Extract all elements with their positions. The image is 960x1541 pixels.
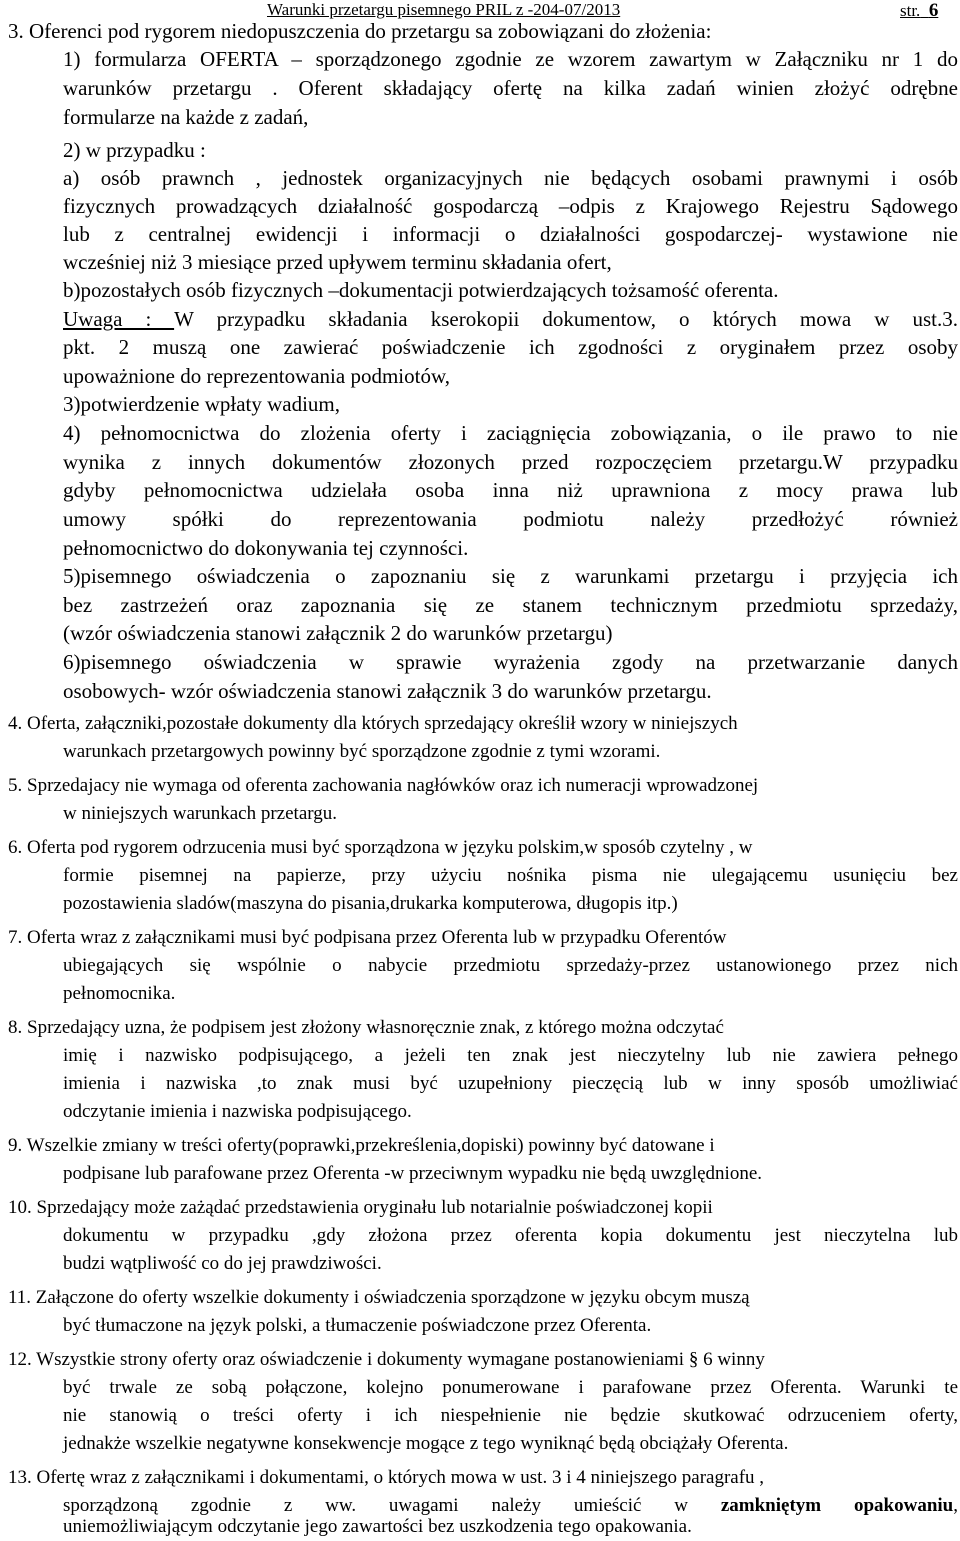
text-line: 5. Sprzedajacy nie wymaga od oferenta zachowania nagłówków oraz ich numeracji wprowadzonej xyxy=(8,775,759,796)
closing-suffix: , xyxy=(953,1495,958,1516)
text-line: 4) pełnomocnictwa do zlożenia oferty i zaciągnięcia zobowiązania, o ile prawo to nie xyxy=(63,421,958,445)
text-line: ubiegających się wspólnie o nabycie przedmiotu sprzedaży-przez ustanowionego przez nich xyxy=(63,955,958,976)
text-line: 4. Oferta, załączniki,pozostałe dokumenty dla których sprzedający określił wzory w niniejszych xyxy=(8,713,738,734)
text-line: umowy spółki do reprezentowania podmiotu należy przedłożyć również xyxy=(63,507,958,531)
text-line: pozostawienia sladów(maszyna do pisania,drukarka komputerowa, długopis itp.) xyxy=(63,893,678,914)
text-line: jednakże wszelkie negatywne konsekwencje mogące z tego wyniknąć będą obciążały Oferenta. xyxy=(63,1433,789,1454)
text-line: gdyby pełnomocnictwa udzielała osoba inna niż uprawniona z mocy prawa lub xyxy=(63,478,958,502)
header-title: Warunki przetargu pisemnego PRIL z -204-07/2013 xyxy=(267,0,621,19)
text-line: być trwale ze sobą połączone, kolejno ponumerowane i parafowane przez Oferenta. Warunki te xyxy=(63,1377,958,1398)
text-line: pełnomocnika. xyxy=(63,983,176,1004)
text-line: 11. Załączone do oferty wszelkie dokumenty i oświadczenia sporządzone w języku obcym muszą xyxy=(8,1287,750,1308)
text-line: 8. Sprzedający uzna, że podpisem jest złożony własnoręcznie znak, z którego można odczytać xyxy=(8,1017,724,1038)
text-line: formie pisemnej na papierze, przy użyciu nośnika pisma nie ulegającemu usunięciu bez xyxy=(63,865,958,886)
text-line: 1) formularza OFERTA – sporządzonego zgodnie ze wzorem zawartym w Załączniku nr 1 do xyxy=(63,47,958,71)
text-line: 13. Ofertę wraz z załącznikami i dokumentami, o których mowa w ust. 3 i 4 niniejszego paragrafu , xyxy=(8,1467,765,1488)
text-line: upoważnione do reprezentowania podmiotów, xyxy=(63,364,451,388)
text-line: 3. Oferenci pod rygorem niedopuszczenia do przetargu sa zobowiązani do złożenia: xyxy=(8,19,712,43)
text-line: fizycznych prowadzących działalność gospodarczą –odpis z Krajowego Rejestru Sądowego xyxy=(63,194,958,218)
closing-text: sporządzoną zgodnie z ww. uwagami należy umieścić w xyxy=(63,1495,721,1516)
text-line: 2) w przypadku : xyxy=(63,138,206,162)
text-line: a) osób prawnch , jednostek organizacyjnych nie będących osobami prawnymi i osób xyxy=(63,166,958,190)
uwaga-label: Uwaga : xyxy=(63,307,175,331)
text-line: 9. Wszelkie zmiany w treści oferty(poprawki,przekreślenia,dopiski) powinny być datowane i xyxy=(8,1135,715,1156)
text-line: nie stanowią o treści oferty i ich niespełnienie nie będzie skutkować odrzuceniem oferty, xyxy=(63,1405,958,1426)
uwaga-text: W przypadku składania kserokopii dokumentow, o których mowa w ust.3. xyxy=(174,307,959,331)
text-line: 5)pisemnego oświadczenia o zapoznaniu się z warunkami przetargu i przyjęcia ich xyxy=(63,564,958,588)
text-line: być tłumaczone na język polski, a tłumaczenie poświadczone przez Oferenta. xyxy=(63,1315,652,1336)
text-line: imię i nazwisko podpisującego, a jeżeli ten znak jest nieczytelny lub nie zawiera pełnego xyxy=(63,1045,958,1066)
text-line: podpisane lub parafowane przez Oferenta -w przeciwnym wypadku nie będą uwzględnione. xyxy=(63,1163,763,1184)
text-line: (wzór oświadczenia stanowi załącznik 2 do warunków przetargu) xyxy=(63,621,613,645)
text-line: warunkach przetargowych powinny być sporządzone zgodnie z tymi wzorami. xyxy=(63,741,661,762)
closing-bold-text: zamkniętym opakowaniu xyxy=(720,1495,954,1516)
page-prefix: str. xyxy=(900,1,921,20)
text-line: b)pozostałych osób fizycznych –dokumentacji potwierdzających tożsamość oferenta. xyxy=(63,278,779,302)
text-line: budzi wątpliwość co do jej prawdziwości. xyxy=(63,1253,382,1274)
text-line: osobowych- wzór oświadczenia stanowi załącznik 3 do warunków przetargu. xyxy=(63,679,712,703)
text-line: 6. Oferta pod rygorem odrzucenia musi być sporządzona w języku polskim,w sposób czytelny , w xyxy=(8,837,753,858)
text-line: pkt. 2 muszą one zawierać poświadczenie ich zgodności z oryginałem przez osoby xyxy=(63,335,958,359)
text-line: bez zastrzeżeń oraz zapoznania się ze stanem technicznym przedmiotu sprzedaży, xyxy=(63,593,958,617)
text-line: wcześniej niż 3 miesiące przed upływem terminu składania ofert, xyxy=(63,250,612,274)
text-line: uniemożliwiającym odczytanie jego zawartości bez uszkodzenia tego opakowania. xyxy=(63,1516,692,1537)
text-line: pełnomocnictwo do dokonywania tej czynności. xyxy=(63,536,469,560)
text-line: 10. Sprzedający może zażądać przedstawienia oryginału lub notarialnie poświadczonej kopii xyxy=(8,1197,713,1218)
text-line: dokumentu w przypadku ,gdy złożona przez oferenta kopia dokumentu jest nieczytelna lub xyxy=(63,1225,958,1246)
text-line: warunków przetargu . Oferent składający ofertę na kilka zadań winien złożyć odrębne xyxy=(63,76,958,100)
text-line: 7. Oferta wraz z załącznikami musi być podpisana przez Oferenta lub w przypadku Oferentów xyxy=(8,927,727,948)
text-line: 12. Wszystkie strony oferty oraz oświadczenie i dokumenty wymagane postanowieniami § 6 winny xyxy=(8,1349,765,1370)
page-number-value: 6 xyxy=(928,0,939,21)
uwaga-line xyxy=(63,305,958,333)
text-line: 6)pisemnego oświadczenia w sprawie wyrażenia zgody na przetwarzanie danych xyxy=(63,650,958,674)
text-line: wynika z innych dokumentów złozonych przed rozpoczęciem przetargu.W przypadku xyxy=(63,450,958,474)
text-line: imienia i nazwiska ,to znak musi być uzupełniony pieczęcią lub w inny sposób umożliwiać xyxy=(63,1073,958,1094)
text-line: 3)potwierdzenie wpłaty wadium, xyxy=(63,392,340,416)
text-line: w niniejszych warunkach przetargu. xyxy=(63,803,337,824)
text-line: formularze na każde z zadań, xyxy=(63,105,309,129)
text-line: odczytanie imienia i nazwiska podpisującego. xyxy=(63,1101,412,1122)
text-line: lub z centralnej ewidencji i informacji o działalności gospodarczej- wystawione nie xyxy=(63,222,958,246)
